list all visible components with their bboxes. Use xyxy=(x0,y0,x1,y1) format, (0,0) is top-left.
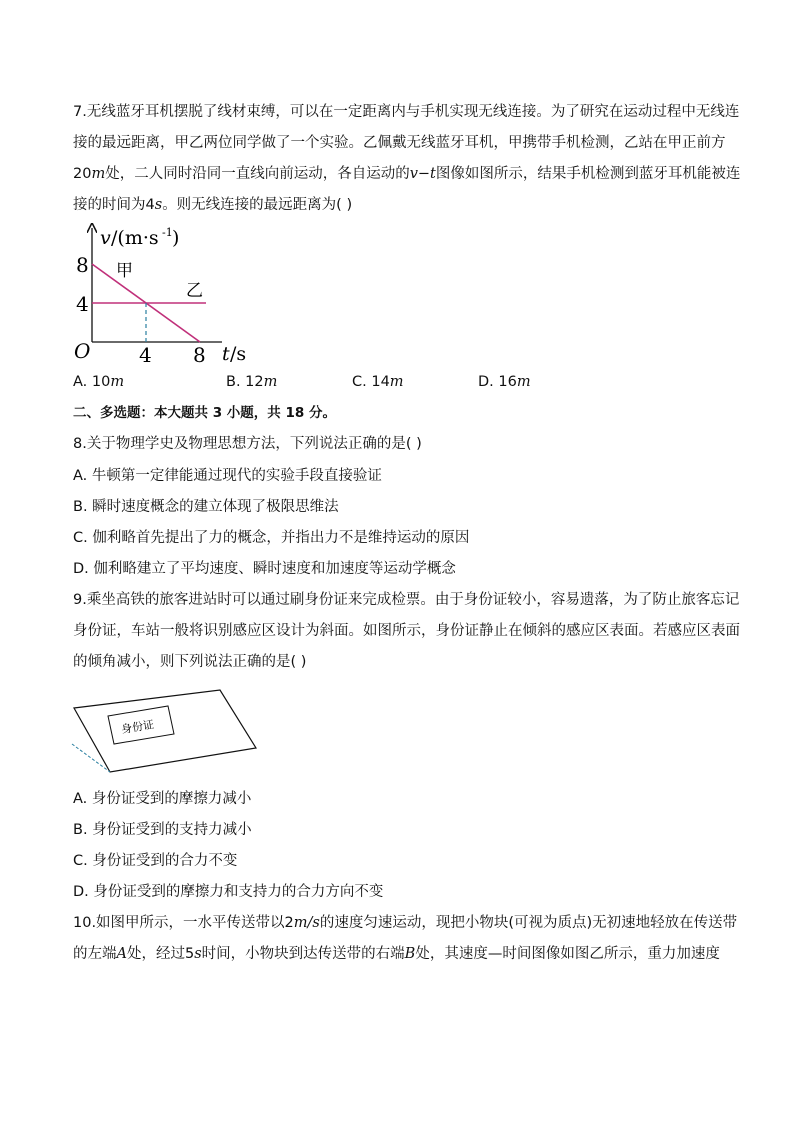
q7-option-a[interactable] xyxy=(73,372,124,392)
q7-time-unit: s xyxy=(154,197,163,213)
q7-option-b-unit: m xyxy=(263,374,278,390)
q7-distance-value: 20 xyxy=(73,166,92,182)
id-card-label: 身份证 xyxy=(120,718,155,737)
q10-line-2-text-a: 的左端 xyxy=(73,946,117,962)
q8-option-a[interactable]: A. 牛顿第一定律能通过现代的实验手段直接验证 xyxy=(73,468,382,484)
y-axis-label-unit: /(m·s xyxy=(111,227,159,249)
q10-line-1-text-a: 10.如图甲所示，一水平传送带以2 xyxy=(73,915,294,931)
q10-point-a: A xyxy=(116,946,127,962)
q7-vt-graph xyxy=(70,222,270,368)
q7-line-4-text-a: 接的时间为4 xyxy=(73,197,155,213)
q7-line-2: 接的最远距离，甲乙两位同学做了一个实验。乙佩戴无线蓝牙耳机，甲携带手机检测，乙站在甲正前方 xyxy=(73,135,726,151)
q8-option-c[interactable]: C. 伽利略首先提出了力的概念，并指出力不是维持运动的原因 xyxy=(73,530,470,546)
q10-line-2-text-b: 处，经过5 xyxy=(126,946,195,962)
q9-option-a[interactable]: A. 身份证受到的摩擦力减小 xyxy=(73,791,252,807)
q7-line-4-text-b: 。则无线连接的最远距离为( ) xyxy=(162,197,353,213)
q9-line-2: 身份证，车站一般将识别感应区设计为斜面。如图所示，身份证静止在倾斜的感应区表面。若感应区表面 xyxy=(73,623,740,639)
q10-line-2 xyxy=(73,944,720,964)
q9-option-d[interactable]: D. 身份证受到的摩擦力和支持力的合力方向不变 xyxy=(73,884,384,900)
q7-line-3 xyxy=(73,164,740,184)
q7-option-d-unit: m xyxy=(516,374,531,390)
q7-option-a-text: A. 10 xyxy=(73,374,111,390)
q9-line-1: 9.乘坐高铁的旅客进站时可以通过刷身份证来完成检票。由于身份证较小，容易遗落，为了防止旅客忘记 xyxy=(73,592,740,608)
y-axis-label-sup: -1 xyxy=(162,226,173,239)
q9-option-c[interactable]: C. 身份证受到的合力不变 xyxy=(73,853,238,869)
q10-speed-unit: m/s xyxy=(293,915,320,931)
q10-line-1-text-b: 的速度匀速运动，现把小物块(可视为质点)无初速地轻放在传送带 xyxy=(319,915,738,931)
q7-line-3-text-b: 图像如图所示，结果手机检测到蓝牙耳机能被连 xyxy=(435,166,741,182)
q10-point-b: B xyxy=(404,946,416,962)
q9-option-b[interactable]: B. 身份证受到的支持力减小 xyxy=(73,822,252,838)
q7-distance-unit: m xyxy=(91,166,106,182)
y-tick-4: 4 xyxy=(76,292,89,316)
q7-option-c[interactable] xyxy=(352,372,404,392)
q10-line-2-text-c: 时间，小物块到达传送带的右端 xyxy=(201,946,405,962)
x-tick-8: 8 xyxy=(193,343,206,367)
q7-vt-symbol: v−t xyxy=(409,166,436,182)
q7-option-a-unit: m xyxy=(110,374,125,390)
q7-line-1: 7.无线蓝牙耳机摆脱了线材束缚，可以在一定距离内与手机实现无线连接。为了研究在运动过程中无线连 xyxy=(73,104,740,120)
q7-option-c-unit: m xyxy=(389,374,404,390)
q9-line-3: 的倾角减小，则下列说法正确的是( ) xyxy=(73,654,307,670)
y-tick-8: 8 xyxy=(76,253,89,277)
q9-id-card-figure xyxy=(66,686,266,778)
q7-option-c-text: C. 14 xyxy=(352,374,390,390)
x-axis-label-t: t xyxy=(222,343,230,365)
label-jia: 甲 xyxy=(116,261,133,281)
q10-line-1 xyxy=(73,913,737,933)
q7-option-d[interactable] xyxy=(478,372,531,392)
origin-label: O xyxy=(74,339,91,363)
q7-option-b-text: B. 12 xyxy=(226,374,264,390)
q10-time-unit: s xyxy=(194,946,202,962)
q10-line-2-text-d: 处，其速度—时间图像如图乙所示，重力加速度 xyxy=(415,946,720,962)
q7-line-4 xyxy=(73,195,352,215)
label-yi: 乙 xyxy=(186,281,203,301)
q8-stem: 8.关于物理学史及物理思想方法，下列说法正确的是( ) xyxy=(73,436,422,452)
q7-option-d-text: D. 16 xyxy=(478,374,517,390)
q8-option-d[interactable]: D. 伽利略建立了平均速度、瞬时速度和加速度等运动学概念 xyxy=(73,561,456,577)
q8-option-b[interactable]: B. 瞬时速度概念的建立体现了极限思维法 xyxy=(73,499,339,515)
q7-line-3-text-a: 处，二人同时沿同一直线向前运动，各自运动的 xyxy=(105,166,410,182)
x-axis-label-unit: /s xyxy=(230,343,247,365)
y-axis-label-v: v xyxy=(100,227,111,249)
y-axis-label-close: ) xyxy=(172,227,180,249)
section-2-heading: 二、多选题：本大题共 3 小题，共 18 分。 xyxy=(73,405,336,421)
x-tick-4: 4 xyxy=(139,343,152,367)
q7-option-b[interactable] xyxy=(226,372,277,392)
